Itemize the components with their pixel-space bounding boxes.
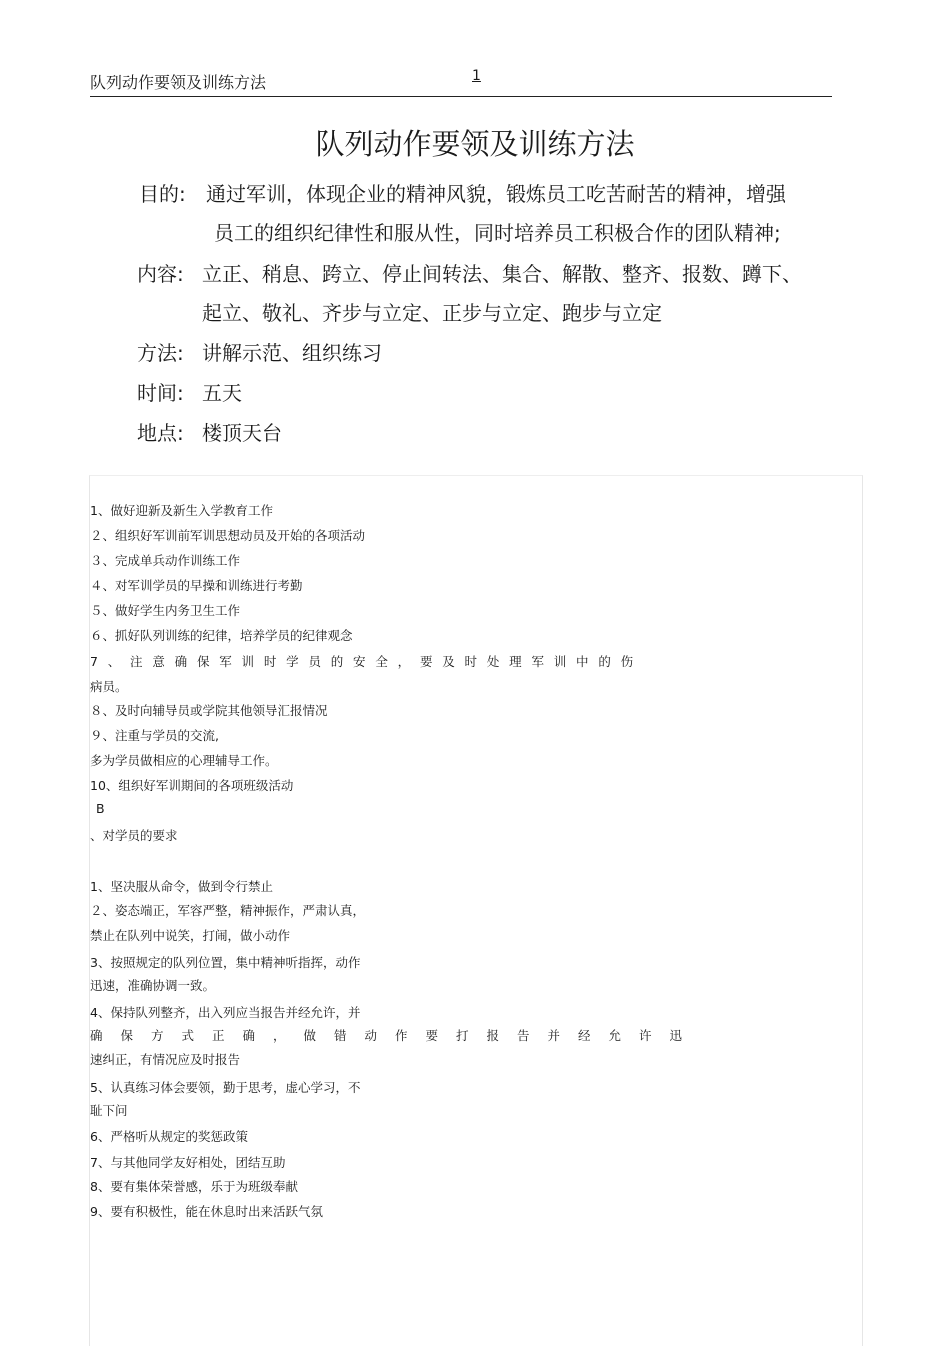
document-title: 队列动作要领及训练方法 [315,127,635,161]
time-text: 五天 [202,381,242,405]
duty-line: ２、组织好军训前军训思想动员及开始的各项活动 [90,528,366,543]
requirement-line: 7、与其他同学友好相处，团结互助 [90,1155,286,1170]
purpose-label: 目的: [139,182,186,206]
requirement-line: 耻下问 [90,1103,128,1118]
duty-line: ８、及时向辅导员或学院其他领导汇报情况 [90,703,328,718]
requirement-line: 1、坚决服从命令，做到令行禁止 [90,879,273,894]
duty-line: ９、注重与学员的交流, [90,728,219,743]
requirement-line: 禁止在队列中说笑，打闹，做小动作 [90,928,291,943]
page-number: 1 [472,68,481,84]
running-header-title: 队列动作要领及训练方法 [90,73,267,92]
requirement-line: 6、严格听从规定的奖惩政策 [90,1129,248,1144]
content-label: 内容: [137,262,184,286]
purpose-text-line2: 员工的组织纪律性和服从性，同时培养员工积极合作的团队精神; [214,221,781,245]
place-label: 地点: [137,421,184,445]
content-text-line1: 立正、稍息、跨立、停止间转法、集合、解散、整齐、报数、蹲下、 [202,262,802,286]
duty-line: ３、完成单兵动作训练工作 [90,553,241,568]
duty-line: ５、做好学生内务卫生工作 [90,603,241,618]
requirement-line: 9、要有积极性，能在休息时出来活跃气氛 [90,1204,323,1219]
method-label: 方法: [137,341,184,365]
method-text: 讲解示范、组织练习 [202,341,382,365]
duty-line: ６、抓好队列训练的纪律，培养学员的纪律观念 [90,628,353,643]
time-label: 时间: [137,381,184,405]
place-text: 楼顶天台 [202,421,282,445]
duty-line: 1、做好迎新及新生入学教育工作 [90,503,273,518]
requirement-line: 确保方式正确，做错动作要打报告并经允许迅 [90,1028,701,1043]
header-rule [90,96,832,97]
requirement-line: 8、要有集体荣誉感，乐于为班级奉献 [90,1179,298,1194]
requirement-line: 速纠正，有情况应及时报告 [90,1052,241,1067]
requirement-line: 5、认真练习体会要领，勤于思考，虚心学习，不 [90,1080,361,1095]
requirement-line: 4、保持队列整齐，出入列应当报告并经允许，并 [90,1005,361,1020]
duty-line: ４、对军训学员的早操和训练进行考勤 [90,578,303,593]
requirement-line: 3、按照规定的队列位置，集中精神听指挥，动作 [90,955,361,970]
section-marker: B [96,801,105,816]
content-text-line2: 起立、敬礼、齐步与立定、正步与立定、跑步与立定 [202,301,662,325]
duty-line: 病员。 [90,679,128,694]
requirement-line: ２、姿态端正，军容严整，精神振作，严肃认真， [90,903,366,918]
purpose-text-line1: 通过军训，体现企业的精神风貌，锻炼员工吃苦耐苦的精神，增强 [206,182,786,206]
section-heading: 、对学员的要求 [90,828,178,843]
duty-line: 多为学员做相应的心理辅导工作。 [90,753,278,768]
requirement-line: 迅速，准确协调一致。 [90,978,216,993]
duty-line: 7、注意确保军训时学员的安全，要及时处理军训中的伤 [90,654,643,669]
duty-line: 10、组织好军训期间的各项班级活动 [90,778,294,793]
